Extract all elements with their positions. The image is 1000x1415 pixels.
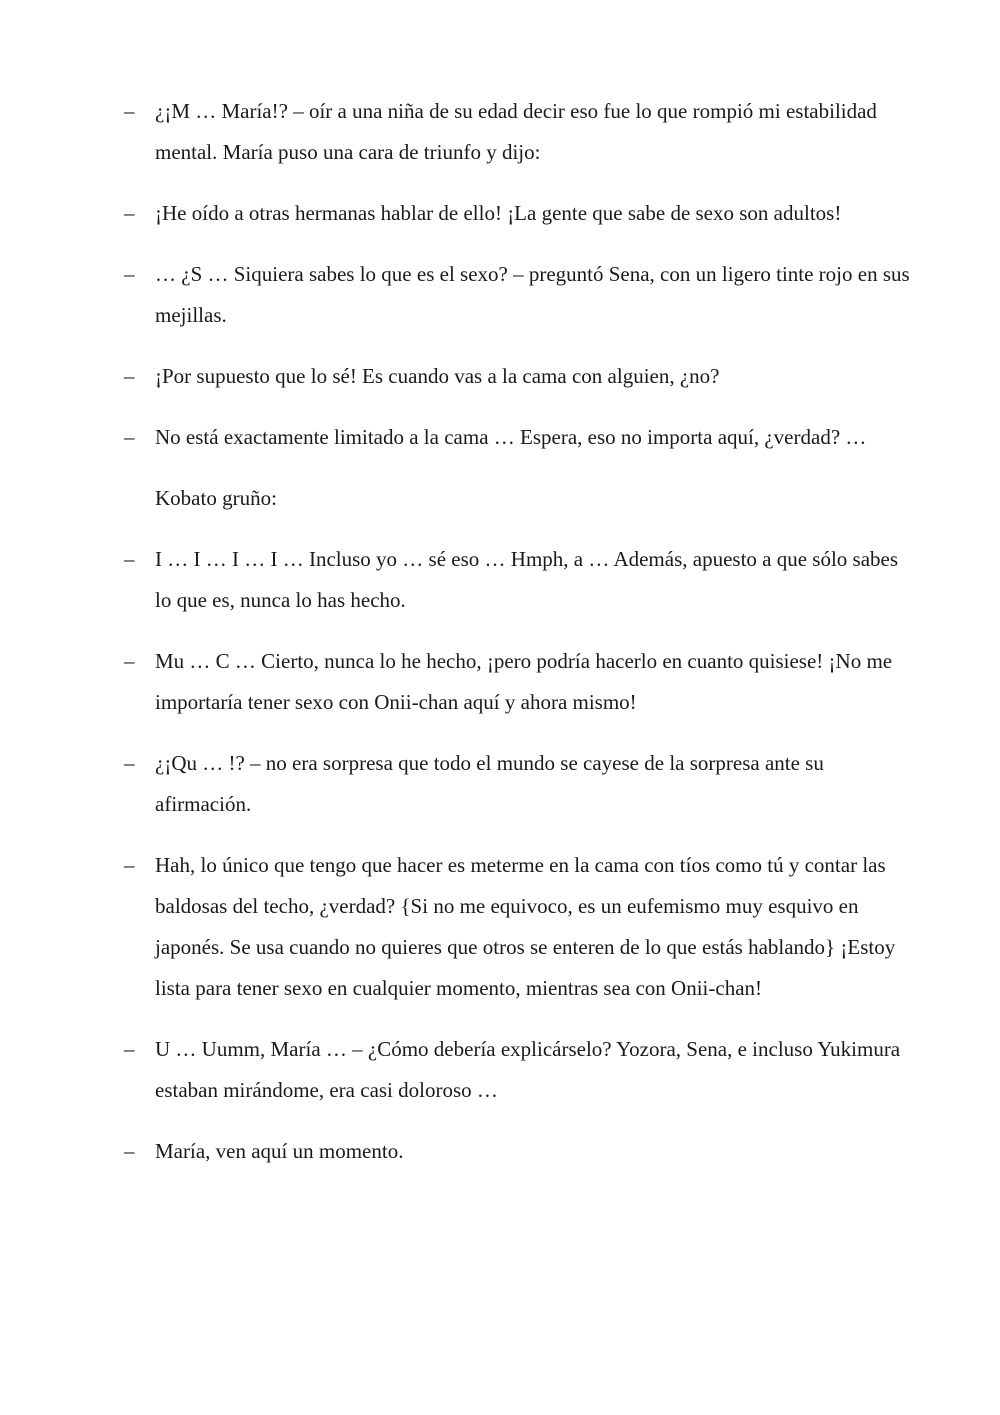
paragraph-text: ¡He oído a otras hermanas hablar de ello! ¡La gente que sabe de sexo son adultos!	[155, 201, 842, 225]
dialogue-dash: –	[124, 99, 135, 123]
paragraph-text: Hah, lo único que tengo que hacer es meterme en la cama con tíos como tú y contar las baldosas del techo, ¿verdad? {Si no me equivoco, es un eufemismo muy esquivo en japonés. Se usa cuando no quieres que otros se enteren de lo que estás hablando} ¡Estoy lista para tener sexo en cualquier momento, mientras sea con Onii-chan!	[155, 853, 896, 1000]
dialogue-dash: –	[124, 201, 135, 225]
dialogue-paragraph	[124, 845, 914, 1009]
paragraph-text: U … Uumm, María … – ¿Cómo debería explicárselo? Yozora, Sena, e incluso Yukimura estaban mirándome, era casi doloroso …	[155, 1037, 901, 1102]
dialogue-dash: –	[124, 364, 135, 388]
dialogue-dash: –	[124, 649, 135, 673]
dialogue-dash: –	[124, 1037, 135, 1061]
paragraph-text: ¿¡Qu … !? – no era sorpresa que todo el mundo se cayese de la sorpresa ante su afirmación.	[155, 751, 824, 816]
paragraph-text: Mu … C … Cierto, nunca lo he hecho, ¡pero podría hacerlo en cuanto quisiese! ¡No me importaría tener sexo con Onii-chan aquí y ahora mismo!	[155, 649, 893, 714]
dialogue-paragraph	[124, 417, 914, 458]
dialogue-paragraph	[124, 193, 914, 234]
dialogue-paragraph	[124, 1131, 914, 1172]
narration-paragraph	[124, 478, 914, 519]
dialogue-dash: –	[124, 751, 135, 775]
dialogue-dash: –	[124, 547, 135, 571]
text-body	[124, 91, 914, 1192]
dialogue-paragraph	[124, 641, 914, 723]
dialogue-paragraph	[124, 539, 914, 621]
dialogue-paragraph	[124, 1029, 914, 1111]
dialogue-paragraph	[124, 743, 914, 825]
dialogue-dash: –	[124, 262, 135, 286]
dialogue-dash: –	[124, 1139, 135, 1163]
paragraph-text: ¡Por supuesto que lo sé! Es cuando vas a la cama con alguien, ¿no?	[155, 364, 720, 388]
paragraph-text: I … I … I … I … Incluso yo … sé eso … Hmph, a … Además, apuesto a que sólo sabes lo que es, nunca lo has hecho.	[155, 547, 899, 612]
dialogue-paragraph	[124, 91, 914, 173]
paragraph-text: Kobato gruño:	[155, 486, 277, 510]
paragraph-text: … ¿S … Siquiera sabes lo que es el sexo? – preguntó Sena, con un ligero tinte rojo en sus mejillas.	[155, 262, 910, 327]
paragraph-text: María, ven aquí un momento.	[155, 1139, 404, 1163]
dialogue-paragraph	[124, 254, 914, 336]
dialogue-dash: –	[124, 425, 135, 449]
paragraph-text: ¿¡M … María!? – oír a una niña de su edad decir eso fue lo que rompió mi estabilidad mental. María puso una cara de triunfo y dijo:	[155, 99, 877, 164]
dialogue-dash: –	[124, 853, 135, 877]
paragraph-text: No está exactamente limitado a la cama … Espera, eso no importa aquí, ¿verdad? …	[155, 425, 867, 449]
dialogue-paragraph	[124, 356, 914, 397]
